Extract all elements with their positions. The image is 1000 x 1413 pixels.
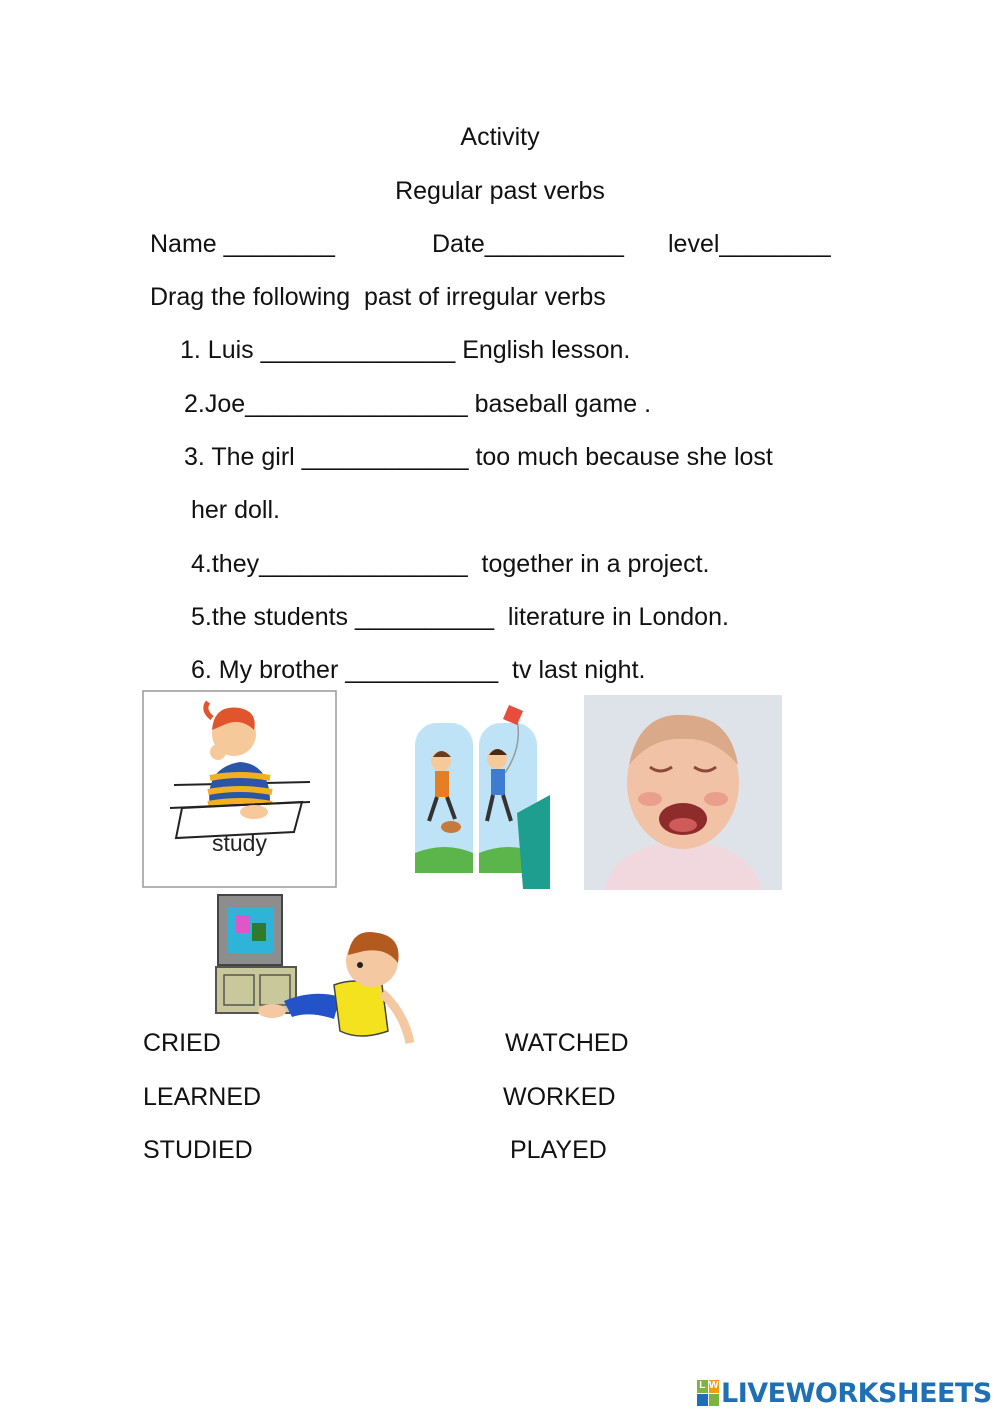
logo-mark-letter-w: W <box>709 1380 719 1391</box>
word-worked[interactable]: WORKED <box>503 1083 616 1111</box>
level-field[interactable]: level________ <box>668 230 831 258</box>
sentence-6[interactable]: 6. My brother ___________ tv last night. <box>191 656 646 684</box>
kids-playing-picture <box>405 703 550 889</box>
word-studied[interactable]: STUDIED <box>143 1136 253 1164</box>
logo-mark-icon <box>697 1380 719 1406</box>
sentence-4[interactable]: 4.they_______________ together in a project. <box>191 550 710 578</box>
logo-mark-letter-l: L <box>697 1380 708 1393</box>
liveworksheets-logo <box>697 1376 992 1410</box>
word-learned[interactable]: LEARNED <box>143 1083 262 1111</box>
sentence-3-continued: her doll. <box>191 496 280 524</box>
word-played[interactable]: PLAYED <box>510 1136 607 1164</box>
name-field[interactable]: Name ________ <box>150 230 335 258</box>
page-subtitle: Regular past verbs <box>395 177 605 205</box>
sentence-1[interactable]: 1. Luis ______________ English lesson. <box>180 336 631 364</box>
word-watched[interactable]: WATCHED <box>505 1029 629 1057</box>
page-title: Activity <box>460 123 540 151</box>
sentence-3[interactable]: 3. The girl ____________ too much because she lost <box>184 443 773 471</box>
sentence-2[interactable]: 2.Joe________________ baseball game . <box>184 390 652 418</box>
study-caption: study <box>212 830 267 856</box>
study-picture <box>142 690 337 888</box>
word-cried[interactable]: CRIED <box>143 1029 221 1057</box>
date-field[interactable]: Date__________ <box>432 230 624 258</box>
crying-baby-picture <box>584 695 782 890</box>
instruction-text: Drag the following past of irregular verbs <box>150 283 606 311</box>
sentence-5[interactable]: 5.the students __________ literature in London. <box>191 603 729 631</box>
logo-text: LIVEWORKSHEETS <box>721 1377 992 1409</box>
boy-watching-tv-picture <box>214 893 424 1055</box>
